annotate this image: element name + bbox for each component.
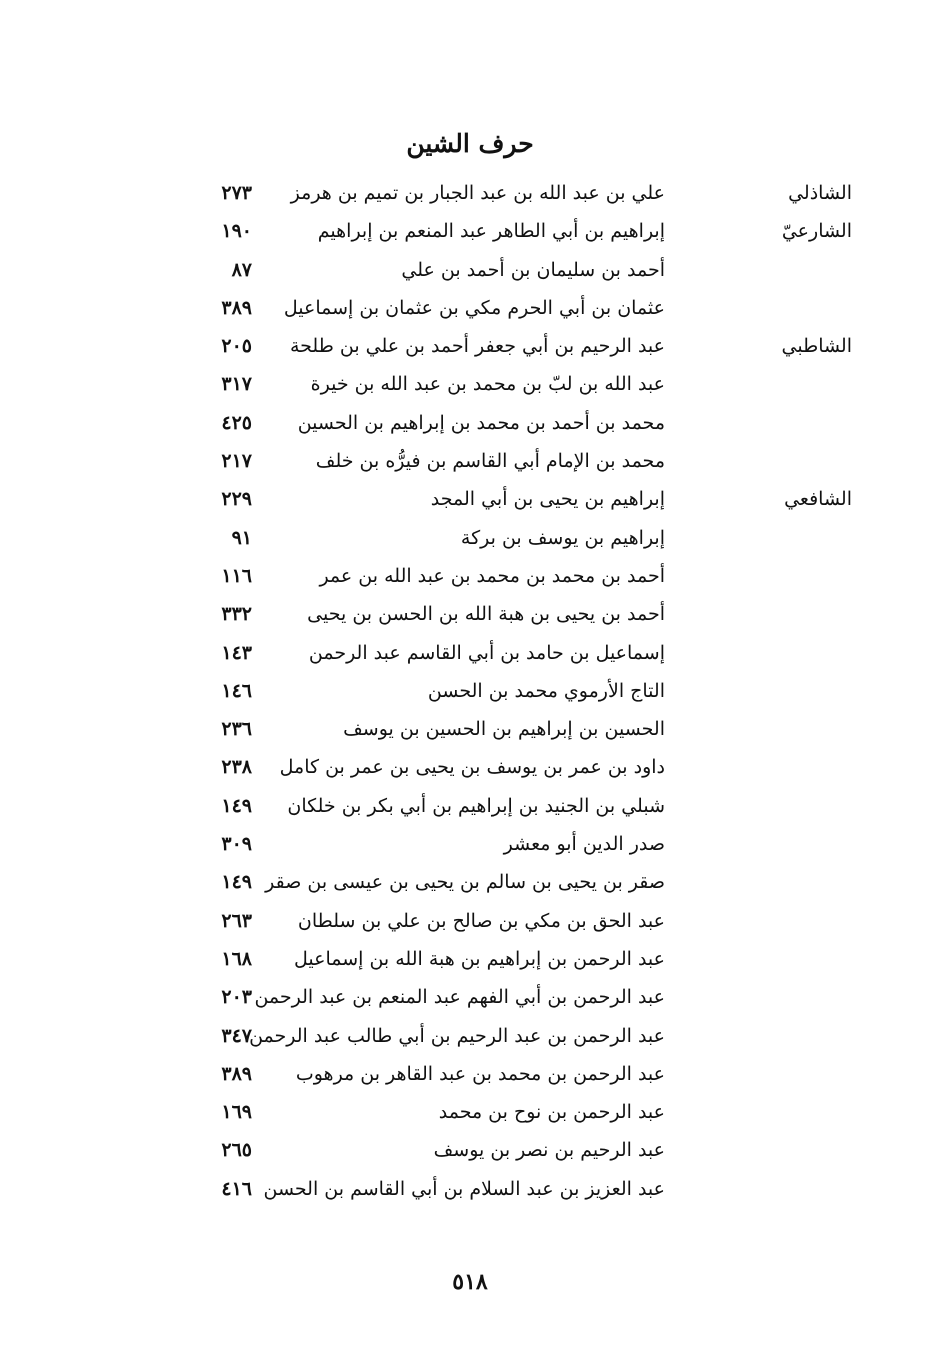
entry-nisba: [702, 978, 852, 1016]
entry-name: الحسين بن إبراهيم بن الحسين بن يوسف: [343, 718, 665, 741]
index-entry: [0, 672, 940, 710]
index-entry: [0, 595, 940, 633]
entry-name: داود بن عمر بن يوسف بن يحيى بن عمر بن كامل: [279, 756, 665, 779]
entry-page-number: ٢٧٣: [221, 182, 252, 204]
entry-nisba: [702, 1131, 852, 1169]
entry-page-number: ١٦٨: [221, 947, 252, 970]
entry-page-number: ٢٦٥: [221, 1139, 252, 1162]
entry-name: عبد الرحمن بن عبد الرحيم بن أبي طالب عبد الرحمن: [249, 1024, 665, 1047]
entry-nisba: [702, 710, 852, 748]
entry-nisba: الشارعيّ: [781, 220, 852, 243]
entry-page-number: ٢٣٨: [221, 756, 252, 779]
entry-name: عبد الرحمن بن محمد بن عبد القاهر بن مرهوب: [295, 1062, 665, 1085]
entry-nisba: [702, 1055, 852, 1093]
entry-nisba: [702, 442, 852, 480]
index-entry: [0, 825, 940, 863]
entry-nisba: [702, 557, 852, 595]
index-entry: [0, 1055, 940, 1093]
entry-nisba: الشافعي: [784, 488, 852, 511]
entry-page-number: ٣١٧: [221, 373, 252, 396]
entry-name: صقر بن يحيى بن سالم بن يحيى بن عيسى بن صقر: [265, 871, 665, 894]
entry-name: عبد العزيز بن عبد السلام بن أبي القاسم بن الحسن: [263, 1177, 665, 1200]
index-entry: [0, 1170, 940, 1208]
index-entry: [0, 519, 940, 557]
index-entry: [0, 1017, 940, 1055]
entry-page-number: ١٦٩: [221, 1101, 252, 1124]
entry-page-number: ٤١٦: [221, 1177, 252, 1200]
entry-nisba: [702, 672, 852, 710]
entry-page-number: ١٤٦: [221, 679, 252, 702]
entry-nisba: [702, 595, 852, 633]
entry-nisba: [702, 1017, 852, 1055]
entry-nisba: [702, 863, 852, 901]
index-entry: [0, 1093, 940, 1131]
index-entry: [0, 289, 940, 327]
entry-name: عبد الحق بن مكي بن صالح بن علي بن سلطان: [297, 909, 665, 932]
index-entry: [0, 251, 940, 289]
entry-nisba: [702, 748, 852, 786]
index-entry: [0, 212, 940, 250]
entry-name: إسماعيل بن حامد بن أبي القاسم عبد الرحمن: [308, 641, 665, 664]
entry-page-number: ٣٤٧: [221, 1024, 252, 1047]
entry-nisba: [702, 787, 852, 825]
entry-page-number: ٣٨٩: [221, 1062, 252, 1085]
index-entry: [0, 634, 940, 672]
entry-page-number: ٢٠٣: [221, 986, 252, 1009]
entry-name: عبد الرحمن بن أبي الفهم عبد المنعم بن عبد الرحمن: [254, 986, 665, 1009]
entry-page-number: ٣٠٩: [221, 833, 252, 856]
entry-name: عبد الرحيم بن أبي جعفر أحمد بن علي بن طلحة: [289, 335, 665, 358]
index-entry: [0, 365, 940, 403]
entry-nisba: [702, 289, 852, 327]
page-number: ٥١٨: [452, 1269, 488, 1295]
index-entry: [0, 978, 940, 1016]
entry-nisba: [702, 634, 852, 672]
entry-page-number: ٣٣٢: [221, 603, 252, 626]
index-entry: [0, 940, 940, 978]
index-entry: [0, 748, 940, 786]
entry-nisba: [702, 519, 852, 557]
entry-page-number: ٤٢٥: [221, 411, 252, 434]
entry-page-number: ٨٧: [231, 258, 252, 281]
entry-name: محمد بن الإمام أبي القاسم بن فيرُّه بن خلف: [315, 450, 665, 473]
entry-page-number: ١١٦: [221, 564, 252, 587]
entry-page-number: ١٤٩: [221, 794, 252, 817]
index-entry: [0, 710, 940, 748]
entry-nisba: [702, 902, 852, 940]
entry-nisba: [702, 1093, 852, 1131]
entry-name: التاج الأرموي محمد بن الحسن: [427, 679, 665, 702]
section-heading: حرف الشين: [406, 129, 534, 158]
entry-page-number: ٢٠٥: [221, 335, 252, 358]
entry-nisba: [702, 1170, 852, 1208]
index-entry: [0, 863, 940, 901]
entry-page-number: ٩١: [231, 526, 252, 549]
entry-nisba: [702, 251, 852, 289]
entry-name: عبد الرحمن بن إبراهيم بن هبة الله بن إسماعيل: [293, 947, 665, 970]
entry-name: علي بن عبد الله بن عبد الجبار بن تميم بن هرمز: [290, 182, 665, 204]
index-entry: [0, 1131, 940, 1169]
index-entry: [0, 442, 940, 480]
entry-name: عبد الله بن لبّ بن محمد بن عبد الله بن خيرة: [310, 373, 665, 396]
entry-nisba: الشاطبي: [781, 335, 852, 358]
entry-name: صدر الدين أبو معشر: [503, 833, 665, 856]
entry-name: أحمد بن يحيى بن هبة الله بن الحسن بن يحيى: [307, 603, 665, 626]
entry-name: إبراهيم بن أبي الطاهر عبد المنعم بن إبراهيم: [317, 220, 665, 243]
entry-name: إبراهيم بن يوسف بن بركة: [460, 526, 665, 549]
index-entry: [0, 480, 940, 518]
index-entry: [0, 557, 940, 595]
index-entry: [0, 327, 940, 365]
entry-page-number: ١٤٩: [221, 871, 252, 894]
index-entry: [0, 404, 940, 442]
entry-nisba: [702, 825, 852, 863]
entry-page-number: ١٩٠: [221, 220, 252, 243]
entry-page-number: ٣٨٩: [221, 296, 252, 319]
entry-name: محمد بن أحمد بن محمد بن إبراهيم بن الحسين: [297, 411, 665, 434]
entry-name: عبد الرحمن بن نوح بن محمد: [438, 1101, 665, 1124]
index-entries: [0, 174, 940, 1208]
entry-name: أحمد بن محمد بن محمد بن عبد الله بن عمر: [319, 564, 665, 587]
index-entry: [0, 787, 940, 825]
entry-name: إبراهيم بن يحيى بن أبي المجد: [430, 488, 665, 511]
entry-nisba: [702, 404, 852, 442]
entry-page-number: ٢٦٣: [221, 909, 252, 932]
entry-page-number: ٢١٧: [221, 450, 252, 473]
entry-page-number: ٢٢٩: [221, 488, 252, 511]
entry-nisba: [702, 365, 852, 403]
entry-name: عبد الرحيم بن نصر بن يوسف: [433, 1139, 665, 1162]
entry-page-number: ١٤٣: [221, 641, 252, 664]
entry-name: عثمان بن أبي الحرم مكي بن عثمان بن إسماعيل: [283, 296, 665, 319]
entry-nisba: الشاذلي: [788, 182, 852, 204]
index-entry: [0, 174, 940, 212]
entry-name: أحمد بن سليمان بن أحمد بن علي: [401, 258, 665, 281]
entry-page-number: ٢٣٦: [221, 718, 252, 741]
index-entry: [0, 902, 940, 940]
entry-name: شبلي بن الجنيد بن إبراهيم بن أبي بكر بن خلكان: [287, 794, 665, 817]
entry-nisba: [702, 940, 852, 978]
